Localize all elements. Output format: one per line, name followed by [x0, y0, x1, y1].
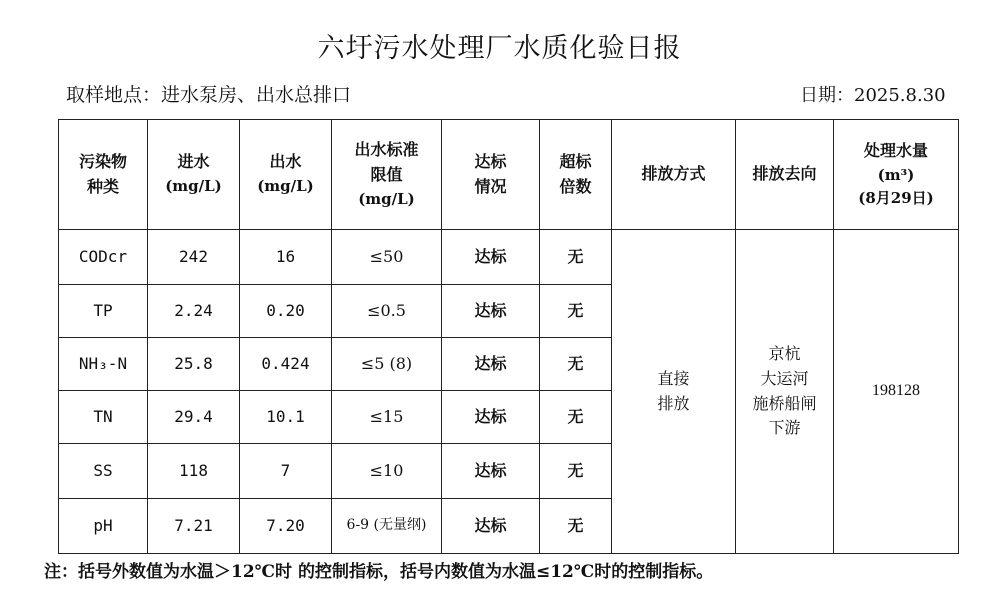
limit-cell: ≤15	[332, 391, 442, 444]
limit-cell: ≤50	[332, 230, 442, 285]
destination-line3: 施桥船闸	[752, 393, 817, 413]
header-pollutant	[59, 120, 148, 230]
exceed-cell: 无	[540, 285, 612, 338]
header-status	[442, 120, 540, 230]
effluent-cell: 10.1	[240, 391, 332, 444]
header-effluent	[240, 120, 332, 230]
status-cell: 达标	[442, 499, 540, 554]
header-exceed	[540, 120, 612, 230]
header-influent-unit: (mg/L)	[165, 177, 222, 196]
header-volume	[834, 120, 959, 230]
header-discharge-destination: 排放去向	[736, 120, 834, 230]
exceed-cell: 无	[540, 230, 612, 285]
header-influent-line1: 进水	[177, 152, 210, 172]
header-volume-date: (8月29日)	[858, 188, 934, 207]
destination-line4: 下游	[768, 418, 801, 438]
destination-line1: 京杭	[768, 343, 801, 363]
table-row	[59, 230, 959, 285]
pollutant-cell: SS	[59, 444, 148, 499]
exceed-cell: 无	[540, 499, 612, 554]
influent-cell: 2.24	[148, 285, 240, 338]
exceed-cell: 无	[540, 338, 612, 391]
header-pollutant-line1: 污染物	[78, 151, 127, 171]
header-effluent-unit: (mg/L)	[257, 177, 314, 196]
header-status-line2: 情况	[474, 176, 507, 196]
header-volume-unit: (m³)	[877, 165, 915, 184]
header-limit-line1: 出水标准	[354, 140, 419, 160]
limit-cell: ≤10	[332, 444, 442, 499]
pollutant-cell: TN	[59, 391, 148, 444]
footnote: 注：括号外数值为水温＞12℃时 的控制指标，括号内数值为水温≤12℃时的控制指标。	[44, 562, 714, 582]
header-limit-line2: 限值	[370, 164, 403, 184]
sampling-location: 取样地点：进水泵房、出水总排口	[66, 84, 352, 106]
header-row	[59, 120, 959, 230]
header-limit	[332, 120, 442, 230]
report-title: 六圩污水处理厂水质化验日报	[317, 33, 682, 64]
limit-cell: ≤5 (8)	[332, 338, 442, 391]
influent-cell: 29.4	[148, 391, 240, 444]
status-cell: 达标	[442, 444, 540, 499]
status-cell: 达标	[442, 230, 540, 285]
header-volume-line1: 处理水量	[863, 140, 928, 160]
exceed-cell: 无	[540, 444, 612, 499]
status-cell: 达标	[442, 391, 540, 444]
effluent-cell: 7	[240, 444, 332, 499]
limit-cell: ≤0.5	[332, 285, 442, 338]
header-limit-unit: (mg/L)	[358, 189, 415, 208]
status-cell: 达标	[442, 338, 540, 391]
influent-cell: 242	[148, 230, 240, 285]
influent-cell: 25.8	[148, 338, 240, 391]
limit-cell: 6-9 (无量纲)	[332, 499, 442, 554]
effluent-cell: 16	[240, 230, 332, 285]
header-status-line1: 达标	[474, 151, 507, 171]
effluent-cell: 0.424	[240, 338, 332, 391]
pollutant-cell: NH₃-N	[59, 338, 148, 391]
water-quality-table	[58, 119, 959, 554]
header-pollutant-line2: 种类	[86, 176, 119, 196]
effluent-cell: 0.20	[240, 285, 332, 338]
report-date: 日期：2025.8.30	[800, 85, 946, 106]
influent-cell: 7.21	[148, 499, 240, 554]
treated-volume-cell: 198128	[834, 230, 959, 554]
pollutant-cell: TP	[59, 285, 148, 338]
header-effluent-line1: 出水	[269, 152, 302, 172]
discharge-method-cell	[612, 230, 736, 554]
discharge-destination-cell	[736, 230, 834, 554]
influent-cell: 118	[148, 444, 240, 499]
discharge-method-line1: 直接	[657, 368, 690, 388]
header-discharge-method: 排放方式	[612, 120, 736, 230]
destination-line2: 大运河	[760, 368, 809, 388]
header-exceed-line1: 超标	[559, 151, 592, 171]
header-influent	[148, 120, 240, 230]
effluent-cell: 7.20	[240, 499, 332, 554]
pollutant-cell: CODcr	[59, 230, 148, 285]
status-cell: 达标	[442, 285, 540, 338]
discharge-method-line2: 排放	[657, 393, 690, 413]
exceed-cell: 无	[540, 391, 612, 444]
pollutant-cell: pH	[59, 499, 148, 554]
header-exceed-line2: 倍数	[559, 176, 592, 196]
